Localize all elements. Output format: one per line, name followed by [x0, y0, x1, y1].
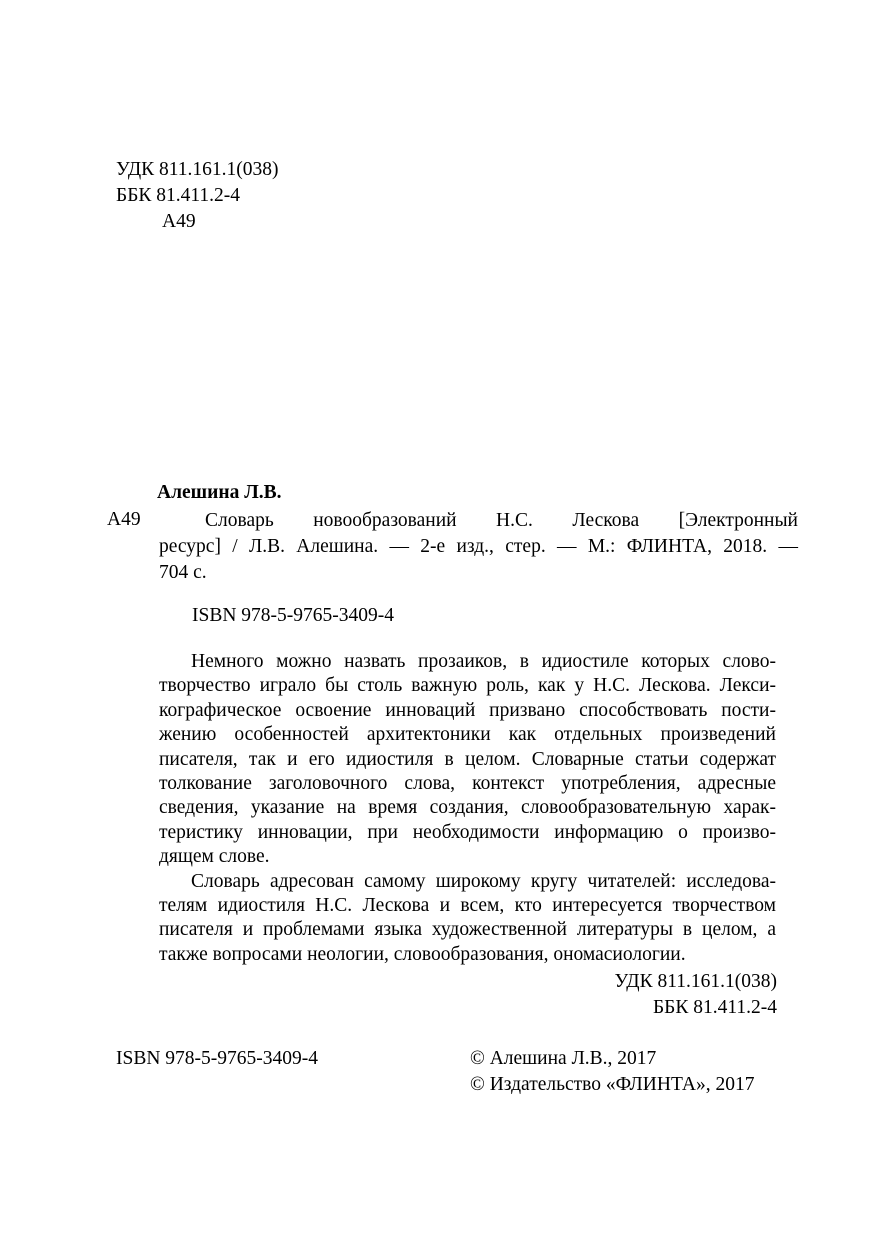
- abstract-line: телям идиостиля Н.С. Лескова и всем, кто интересуется творчеством: [159, 894, 776, 916]
- abstract-line: теристику инновации, при необходимости информацию о произво-: [159, 821, 776, 843]
- abstract-line: жению особенностей архитектоники как отдельных произведений: [159, 724, 776, 746]
- bibliographic-line: ресурс] / Л.В. Алешина. — 2-е изд., стер. — М.: ФЛИНТА, 2018. —: [159, 536, 798, 557]
- copyright-publisher: © Издательство «ФЛИНТА», 2017: [470, 1074, 755, 1095]
- abstract-line: творчество играло бы столь важную роль, как у Н.С. Лескова. Лекси-: [159, 675, 776, 697]
- abstract-line: кографическое освоение инноваций призвано способствовать пости-: [159, 699, 776, 721]
- udk-code-right: УДК 811.161.1(038): [614, 971, 777, 992]
- abstract-line: писателя и проблемами языка художественной литературы в целом, а: [159, 919, 776, 941]
- udk-code-top: УДК 811.161.1(038): [116, 159, 279, 180]
- abstract-line: толкование заголовочного слова, контекст употребления, адресные: [159, 772, 776, 794]
- abstract-line: Словарь адресован самому широкому кругу читателей: исследова-: [191, 870, 776, 892]
- abstract-line: дящем слове.: [159, 846, 270, 868]
- bibliographic-line: Словарь новообразований Н.С. Лескова [Электронный: [205, 510, 798, 531]
- abstract-line: писателя, так и его идиостиля в целом. Словарные статьи содержат: [159, 748, 776, 770]
- bibliographic-line: 704 с.: [159, 562, 207, 583]
- author-sign-top: А49: [162, 211, 196, 232]
- bibliographic-description: [159, 508, 798, 586]
- abstract-line: Немного можно назвать прозаиков, в идиостиле которых слово-: [191, 651, 776, 672]
- bbk-code-right: ББК 81.411.2-4: [652, 997, 777, 1018]
- isbn-footer: ISBN 978-5-9765-3409-4: [116, 1048, 319, 1069]
- copyright-author: © Алешина Л.В., 2017: [470, 1048, 657, 1069]
- abstract-line: также вопросами неологии, словообразования, ономасиологии.: [159, 943, 686, 965]
- author-heading: Алешина Л.В.: [157, 482, 282, 503]
- isbn-entry: ISBN 978-5-9765-3409-4: [192, 605, 395, 626]
- author-sign-side: А49: [107, 509, 141, 530]
- bbk-code-top: ББК 81.411.2-4: [116, 185, 241, 206]
- abstract-line: сведения, указание на время создания, словообразовательную харак-: [159, 797, 776, 819]
- abstract: [159, 650, 776, 967]
